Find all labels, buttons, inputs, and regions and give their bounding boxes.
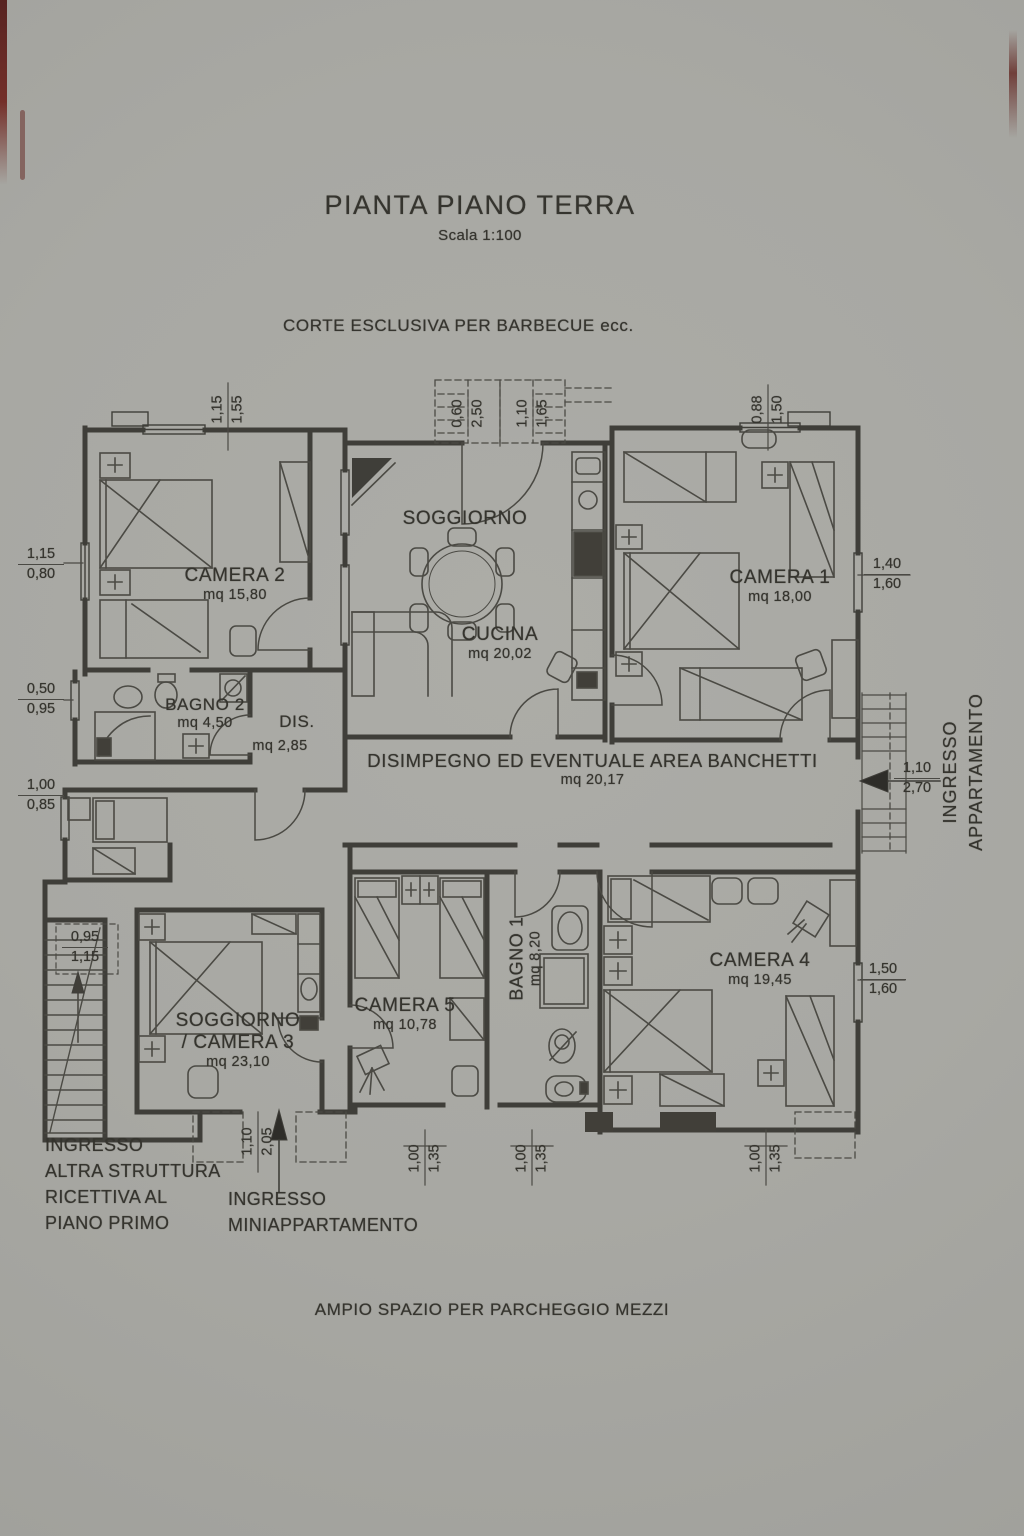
dim-stairs: $\frac{0,95}{1,15}$ (62, 929, 108, 966)
dim-left-room: $\frac{1,00}{0,85}$ (18, 777, 64, 814)
dim-right-camera4: $\frac{1,50}{1,60}$ (860, 961, 906, 998)
room-label-cucina: CUCINA mq 20,02 (461, 624, 539, 662)
room-label-camera4: CAMERA 4 mq 19,45 (709, 950, 811, 988)
apartment-entrance-label: INGRESSO APPARTAMENTO (940, 693, 986, 851)
dim-top-left: 1,15 1,55 (210, 387, 247, 433)
room-label-camera1: CAMERA 1 mq 18,00 (729, 567, 831, 605)
dim-bottom-camera5: 1,00 1,35 (407, 1136, 444, 1182)
dim-top-center-left: 0,60 2,50 (450, 391, 487, 437)
page-title: PIANTA PIANO TERRA (324, 190, 636, 220)
room-label-camera3: SOGGIORNO / CAMERA 3 mq 23,10 (175, 1010, 301, 1070)
dim-left-camera2: $\frac{1,15}{0,80}$ (18, 546, 64, 583)
room-label-dis: DIS. (279, 712, 315, 731)
dim-right-camera1: $\frac{1,40}{1,60}$ (864, 556, 910, 593)
room-label-camera5: CAMERA 5 mq 10,78 (354, 995, 456, 1033)
miniapartment-entrance-label: INGRESSO MINIAPPARTAMENTO (228, 1189, 419, 1235)
room-label-camera2: CAMERA 2 mq 15,80 (184, 565, 286, 603)
room-label-disimpegno: DISIMPEGNO ED EVENTUALE AREA BANCHETTI mq 20,17 (367, 750, 818, 788)
dim-top-right: 0,88 1,50 (750, 387, 787, 433)
courtyard-note: CORTE ESCLUSIVA PER BARBECUE ecc. (283, 316, 634, 335)
room-label-bagno1: BAGNO 1 mq 8,20 (506, 916, 544, 1001)
dim-miniapartment-entrance: 1,10 2,05 (240, 1119, 277, 1165)
dim-apartment-entrance: $\frac{1,10}{2,70}$ (894, 760, 940, 797)
room-label-bagno2: BAGNO 2 mq 4,50 (165, 695, 245, 731)
room-label-soggiorno: SOGGIORNO (402, 508, 528, 529)
other-structure-entrance-label: INGRESSO ALTRA STRUTTURA RICETTIVA AL PIANO PRIMO (45, 1135, 221, 1233)
dim-bottom-camera4: 1,00 1,35 (748, 1136, 785, 1182)
dim-top-center-right: 1,10 1,65 (515, 391, 552, 437)
room-area-dis: mq 2,85 (252, 738, 308, 754)
parking-note: AMPIO SPAZIO PER PARCHEGGIO MEZZI (314, 1300, 670, 1319)
dim-bottom-bagno1: 1,00 1,35 (514, 1136, 551, 1182)
scale-label: Scala 1:100 (438, 227, 522, 244)
dim-left-bagno2: $\frac{0,50}{0,95}$ (18, 681, 64, 718)
